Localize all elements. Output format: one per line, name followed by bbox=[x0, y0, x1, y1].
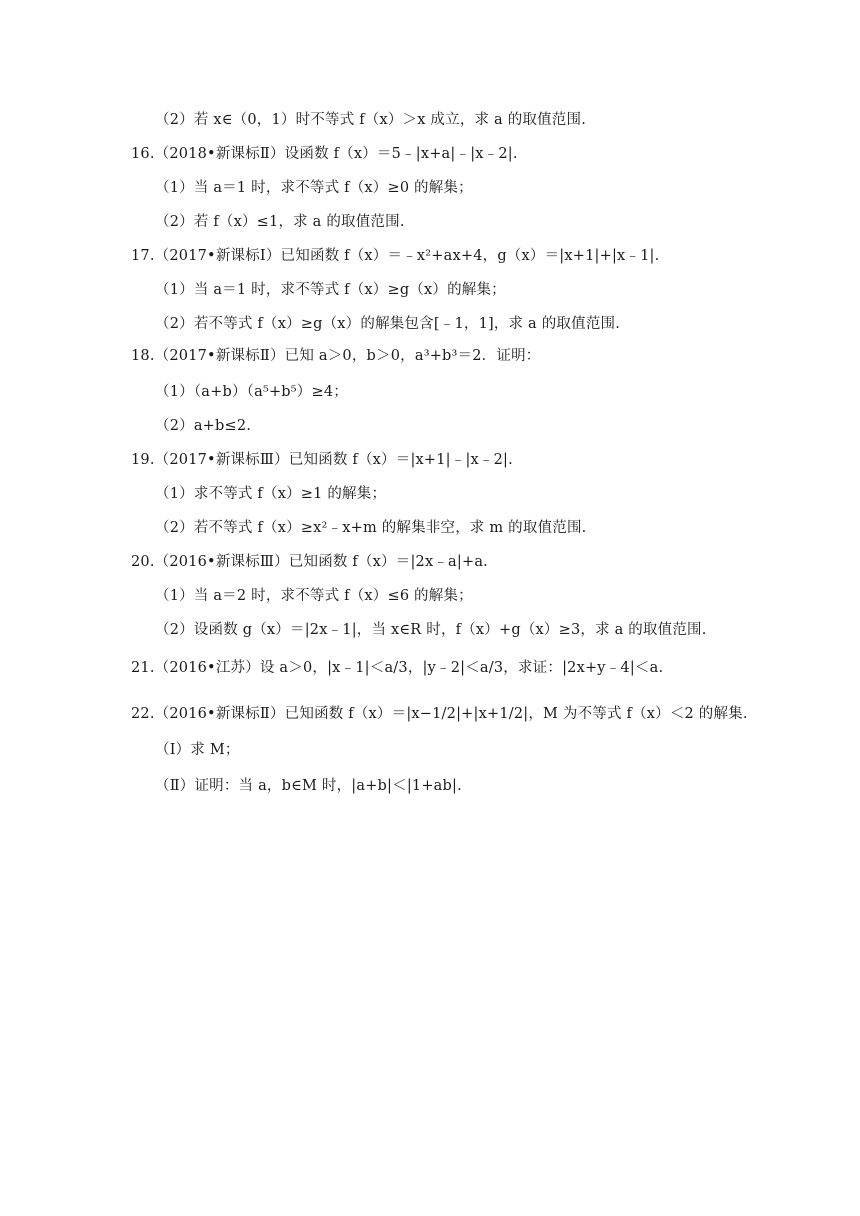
q20-part2: （2）设函数 g（x）＝|2x﹣1|，当 x∈R 时，f（x）+g（x）≥3，求 a 的取值范围. bbox=[155, 622, 707, 638]
q18-stem: 18.（2017•新课标Ⅱ）已知 a＞0，b＞0，a³+b³＝2．证明： bbox=[131, 348, 541, 364]
q22-part2: （Ⅱ）证明：当 a，b∈M 时，|a+b|＜|1+ab|. bbox=[155, 778, 462, 794]
q20-stem: 20.（2016•新课标Ⅲ）已知函数 f（x）＝|2x﹣a|+a. bbox=[131, 554, 488, 570]
q19-part1: （1）求不等式 f（x）≥1 的解集； bbox=[155, 486, 387, 502]
q20-part1: （1）当 a＝2 时，求不等式 f（x）≤6 的解集； bbox=[155, 588, 473, 604]
q22-part1: （Ⅰ）求 M； bbox=[155, 742, 240, 758]
q17-stem: 17.（2017•新课标Ⅰ）已知函数 f（x）＝﹣x²+ax+4，g（x）＝|x+1|+|x﹣1|. bbox=[131, 248, 660, 264]
q16-part1: （1）当 a＝1 时，求不等式 f（x）≥0 的解集； bbox=[155, 180, 473, 196]
q16-part2: （2）若 f（x）≤1，求 a 的取值范围. bbox=[155, 214, 405, 230]
q21-stem: 21.（2016•江苏）设 a＞0，|x﹣1|＜a/3，|y﹣2|＜a/3，求证：|2x+y﹣4|＜a. bbox=[131, 660, 664, 676]
q18-part1: （1）（a+b）（a⁵+b⁵）≥4； bbox=[155, 384, 348, 400]
q19-part2: （2）若不等式 f（x）≥x²﹣x+m 的解集非空，求 m 的取值范围. bbox=[155, 520, 587, 536]
q19-stem: 19.（2017•新课标Ⅲ）已知函数 f（x）＝|x+1|﹣|x﹣2|. bbox=[131, 452, 513, 468]
q16-stem: 16.（2018•新课标Ⅱ）设函数 f（x）＝5﹣|x+a|﹣|x﹣2|. bbox=[131, 146, 518, 162]
q18-part2: （2）a+b≤2. bbox=[155, 418, 252, 434]
q15-part2: （2）若 x∈（0，1）时不等式 f（x）＞x 成立，求 a 的取值范围. bbox=[155, 112, 587, 128]
q22-stem: 22.（2016•新课标Ⅱ）已知函数 f（x）＝|x−1/2|+|x+1/2|，M 为不等式 f（x）＜2 的解集. bbox=[131, 706, 748, 722]
q17-part2: （2）若不等式 f（x）≥g（x）的解集包含[﹣1，1]，求 a 的取值范围. bbox=[155, 316, 621, 332]
q17-part1: （1）当 a＝1 时，求不等式 f（x）≥g（x）的解集； bbox=[155, 282, 506, 298]
